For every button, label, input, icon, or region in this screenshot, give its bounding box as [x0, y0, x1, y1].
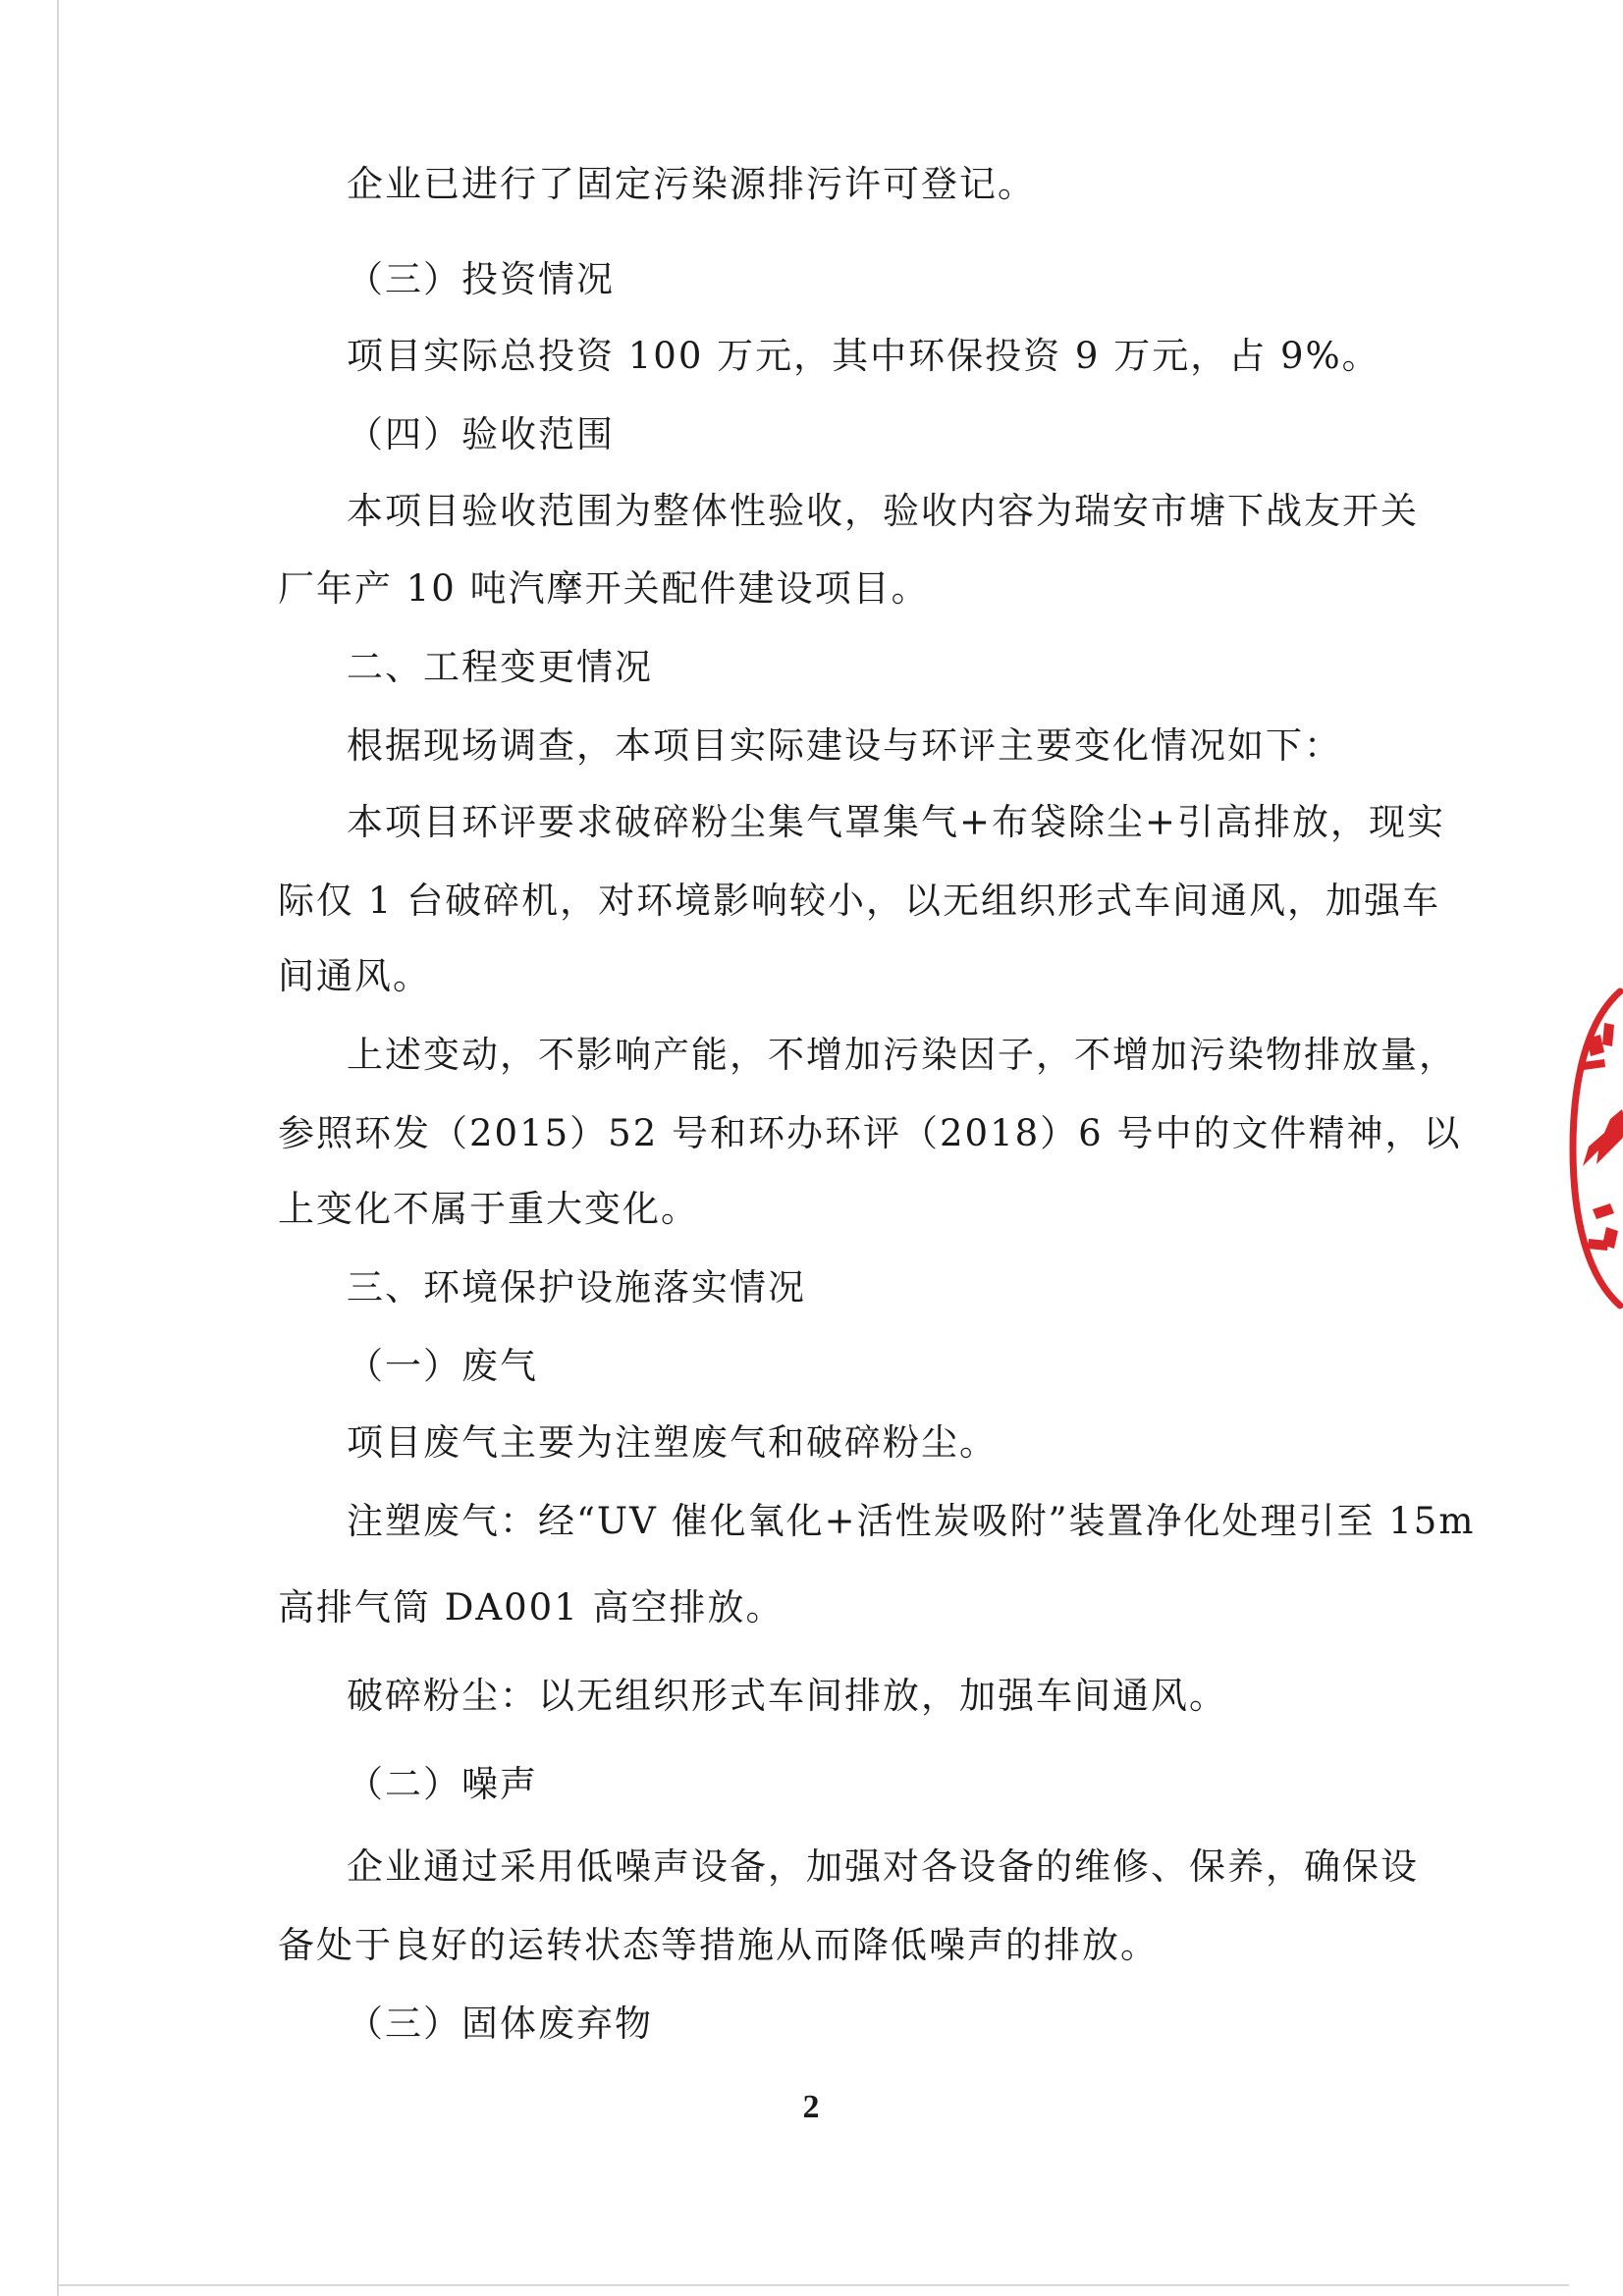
scan-left-edge [57, 0, 59, 2296]
text-line: 注塑废气：经“UV 催化氧化+活性炭吸附”装置净化处理引至 15m [347, 1500, 1476, 1542]
text-line: 际仅 1 台破碎机，对环境影响较小，以无组织形式车间通风，加强车 [278, 880, 1441, 922]
text-line: 上述变动，不影响产能，不增加污染因子，不增加污染物排放量， [347, 1034, 1457, 1076]
section-heading: （一）废气 [347, 1345, 538, 1387]
text-line: 根据现场调查，本项目实际建设与环评主要变化情况如下： [347, 724, 1342, 767]
text-line: 本项目验收范围为整体性验收，验收内容为瑞安市塘下战友开关 [347, 490, 1419, 532]
red-seal-stamp-fragment [1520, 982, 1623, 1315]
section-heading: （四）验收范围 [347, 413, 615, 455]
text-line: 高排气筒 DA001 高空排放。 [278, 1586, 784, 1629]
text-line: 企业通过采用低噪声设备，加强对各设备的维修、保养，确保设 [347, 1845, 1419, 1888]
section-heading: （三）投资情况 [347, 258, 615, 300]
text-line: 项目废气主要为注塑废气和破碎粉尘。 [347, 1421, 998, 1464]
section-heading: （三）固体废弃物 [347, 2002, 653, 2045]
text-line: 备处于良好的运转状态等措施从而降低噪声的排放。 [278, 1924, 1159, 1966]
text-line: 破碎粉尘：以无组织形式车间排放，加强车间通风。 [347, 1675, 1227, 1717]
text-line: 间通风。 [278, 955, 431, 997]
text-line: 参照环发（2015）52 号和环办环评（2018）6 号中的文件精神，以 [278, 1112, 1462, 1154]
text-line: 本项目环评要求破碎粉尘集气罩集气+布袋除尘+引高排放，现实 [347, 801, 1446, 843]
section-heading: 二、工程变更情况 [347, 646, 653, 688]
section-heading: （二）噪声 [347, 1763, 538, 1805]
section-heading: 三、环境保护设施落实情况 [347, 1266, 806, 1308]
page-number: 2 [802, 2089, 820, 2125]
scan-bottom-edge [57, 2284, 1569, 2286]
text-line: 上变化不属于重大变化。 [278, 1188, 699, 1230]
text-line: 企业已进行了固定污染源排污许可登记。 [347, 163, 1036, 205]
text-line: 项目实际总投资 100 万元，其中环保投资 9 万元，占 9%。 [347, 335, 1380, 377]
text-line: 厂年产 10 吨汽摩开关配件建设项目。 [278, 567, 930, 610]
